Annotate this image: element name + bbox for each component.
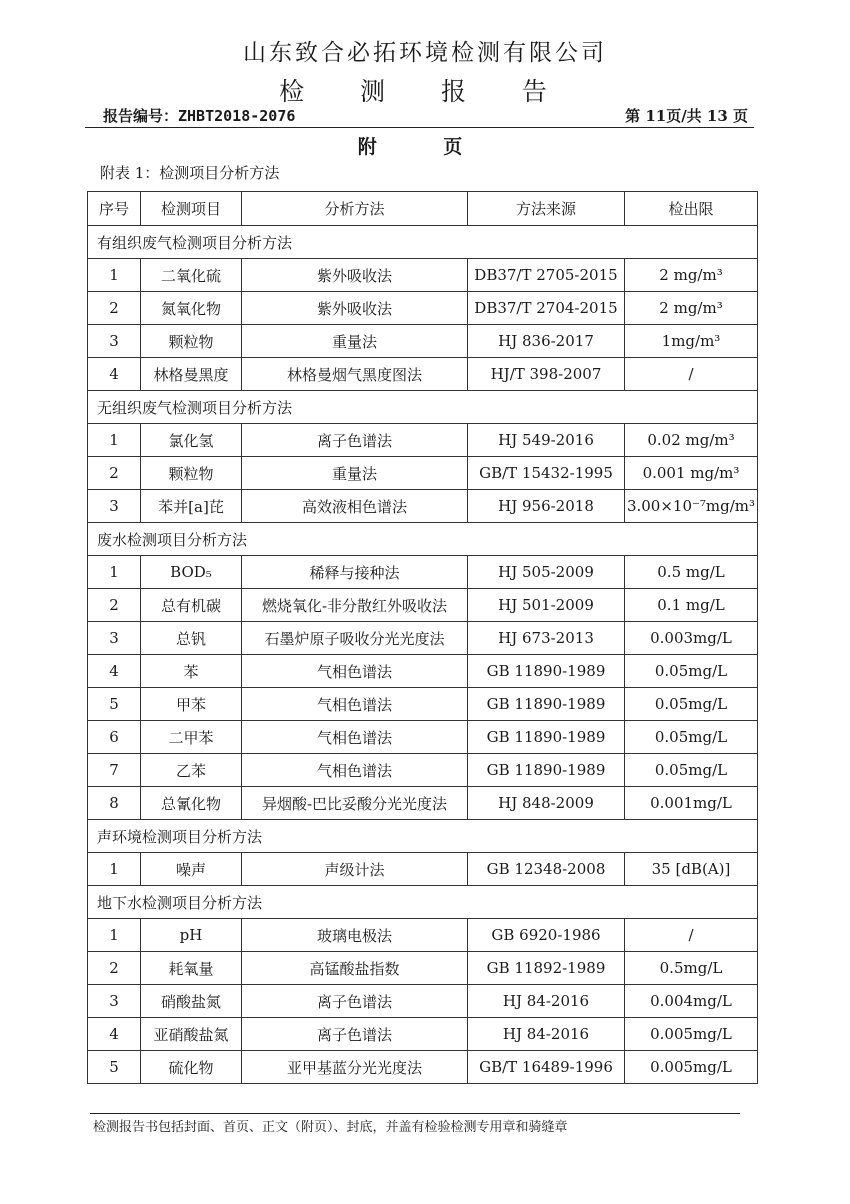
cell-source: GB 11890-1989 <box>468 655 625 688</box>
cell-method: 气相色谱法 <box>242 754 468 787</box>
cell-index: 3 <box>88 985 141 1018</box>
cell-method: 离子色谱法 <box>242 424 468 457</box>
cell-item: 耗氧量 <box>141 952 242 985</box>
table-row <box>88 1051 758 1084</box>
cell-source: HJ 501-2009 <box>468 589 625 622</box>
cell-index: 7 <box>88 754 141 787</box>
table-row <box>88 457 758 490</box>
table-row <box>88 754 758 787</box>
cell-index: 4 <box>88 358 141 391</box>
section-row <box>88 886 758 919</box>
cell-limit: 0.05mg/L <box>625 721 758 754</box>
cell-source: GB/T 16489-1996 <box>468 1051 625 1084</box>
cell-item: 林格曼黑度 <box>141 358 242 391</box>
appendix-title: 附 页 <box>357 136 493 158</box>
cell-limit: 0.05mg/L <box>625 655 758 688</box>
table-row <box>88 589 758 622</box>
table-row <box>88 556 758 589</box>
cell-limit: 0.02 mg/m³ <box>625 424 758 457</box>
table-row <box>88 688 758 721</box>
table-row <box>88 424 758 457</box>
cell-source: GB 11890-1989 <box>468 754 625 787</box>
table-header-row <box>88 192 758 226</box>
cell-item: 总钒 <box>141 622 242 655</box>
cell-item: 苯并[a]芘 <box>141 490 242 523</box>
cell-method: 气相色谱法 <box>242 688 468 721</box>
cell-source: GB 11890-1989 <box>468 721 625 754</box>
cell-index: 1 <box>88 853 141 886</box>
cell-item: pH <box>141 919 242 952</box>
cell-index: 2 <box>88 952 141 985</box>
cell-method: 燃烧氧化-非分散红外吸收法 <box>242 589 468 622</box>
cell-index: 5 <box>88 688 141 721</box>
cell-method: 气相色谱法 <box>242 655 468 688</box>
table-row <box>88 292 758 325</box>
section-row <box>88 523 758 556</box>
cell-source: DB37/T 2705-2015 <box>468 259 625 292</box>
cell-limit: 2 mg/m³ <box>625 292 758 325</box>
section-title: 废水检测项目分析方法 <box>88 523 758 556</box>
section-row <box>88 391 758 424</box>
cell-item: 硫化物 <box>141 1051 242 1084</box>
cell-method: 紫外吸收法 <box>242 259 468 292</box>
col-header-method: 分析方法 <box>242 192 468 226</box>
cell-method: 玻璃电极法 <box>242 919 468 952</box>
cell-index: 4 <box>88 1018 141 1051</box>
cell-index: 2 <box>88 457 141 490</box>
cell-item: 亚硝酸盐氮 <box>141 1018 242 1051</box>
table-row <box>88 952 758 985</box>
cell-item: 甲苯 <box>141 688 242 721</box>
cell-index: 3 <box>88 490 141 523</box>
methods-table <box>87 191 758 1084</box>
company-name: 山东致合必拓环境检测有限公司 <box>243 40 607 66</box>
cell-method: 气相色谱法 <box>242 721 468 754</box>
cell-index: 6 <box>88 721 141 754</box>
cell-source: GB 6920-1986 <box>468 919 625 952</box>
cell-source: HJ 549-2016 <box>468 424 625 457</box>
cell-item: 乙苯 <box>141 754 242 787</box>
cell-limit: 0.5mg/L <box>625 952 758 985</box>
cell-item: 颗粒物 <box>141 457 242 490</box>
cell-index: 4 <box>88 655 141 688</box>
table-row <box>88 490 758 523</box>
table-row <box>88 1018 758 1051</box>
cell-limit: 0.05mg/L <box>625 754 758 787</box>
cell-method: 高效液相色谱法 <box>242 490 468 523</box>
cell-item: 二氧化硫 <box>141 259 242 292</box>
cell-source: HJ 848-2009 <box>468 787 625 820</box>
cell-limit: 0.1 mg/L <box>625 589 758 622</box>
col-header-limit: 检出限 <box>625 192 758 226</box>
cell-source: HJ 836-2017 <box>468 325 625 358</box>
cell-item: 氮氧化物 <box>141 292 242 325</box>
header-divider <box>85 127 754 128</box>
col-header-source: 方法来源 <box>468 192 625 226</box>
cell-limit: 0.005mg/L <box>625 1051 758 1084</box>
cell-limit: 0.005mg/L <box>625 1018 758 1051</box>
cell-limit: / <box>625 919 758 952</box>
table-row <box>88 358 758 391</box>
cell-method: 离子色谱法 <box>242 985 468 1018</box>
col-header-index: 序号 <box>88 192 141 226</box>
cell-item: 噪声 <box>141 853 242 886</box>
cell-index: 3 <box>88 325 141 358</box>
cell-index: 1 <box>88 919 141 952</box>
table-row <box>88 622 758 655</box>
cell-source: HJ 505-2009 <box>468 556 625 589</box>
cell-source: GB 11890-1989 <box>468 688 625 721</box>
cell-limit: 0.003mg/L <box>625 622 758 655</box>
cell-index: 3 <box>88 622 141 655</box>
cell-method: 亚甲基蓝分光光度法 <box>242 1051 468 1084</box>
cell-source: GB 11892-1989 <box>468 952 625 985</box>
cell-index: 8 <box>88 787 141 820</box>
section-title: 声环境检测项目分析方法 <box>88 820 758 853</box>
cell-method: 高锰酸盐指数 <box>242 952 468 985</box>
section-title: 地下水检测项目分析方法 <box>88 886 758 919</box>
cell-source: HJ 673-2013 <box>468 622 625 655</box>
table-row <box>88 853 758 886</box>
cell-item: 氯化氢 <box>141 424 242 457</box>
cell-limit: 0.5 mg/L <box>625 556 758 589</box>
table-row <box>88 919 758 952</box>
table-caption: 附表 1：检测项目分析方法 <box>100 164 280 182</box>
cell-index: 1 <box>88 259 141 292</box>
cell-limit: 35 [dB(A)] <box>625 853 758 886</box>
cell-method: 紫外吸收法 <box>242 292 468 325</box>
cell-method: 离子色谱法 <box>242 1018 468 1051</box>
footer-divider <box>90 1113 740 1114</box>
cell-source: HJ 84-2016 <box>468 1018 625 1051</box>
cell-limit: 2 mg/m³ <box>625 259 758 292</box>
cell-source: HJ 956-2018 <box>468 490 625 523</box>
table-row <box>88 985 758 1018</box>
cell-method: 声级计法 <box>242 853 468 886</box>
cell-item: 硝酸盐氮 <box>141 985 242 1018</box>
cell-index: 2 <box>88 292 141 325</box>
cell-limit: 0.004mg/L <box>625 985 758 1018</box>
cell-source: HJ 84-2016 <box>468 985 625 1018</box>
section-row <box>88 226 758 259</box>
page-indicator: 第 11页/共 13 页 <box>625 107 748 125</box>
cell-item: 二甲苯 <box>141 721 242 754</box>
cell-source: GB/T 15432-1995 <box>468 457 625 490</box>
table-row <box>88 325 758 358</box>
cell-index: 2 <box>88 589 141 622</box>
cell-source: HJ/T 398-2007 <box>468 358 625 391</box>
cell-method: 重量法 <box>242 325 468 358</box>
table-row <box>88 655 758 688</box>
report-number: 报告编号：ZHBT2018-2076 <box>103 107 296 125</box>
cell-method: 石墨炉原子吸收分光光度法 <box>242 622 468 655</box>
cell-item: 苯 <box>141 655 242 688</box>
table-row <box>88 259 758 292</box>
cell-index: 1 <box>88 424 141 457</box>
cell-item: BOD₅ <box>141 556 242 589</box>
cell-index: 1 <box>88 556 141 589</box>
cell-method: 异烟酸-巴比妥酸分光光度法 <box>242 787 468 820</box>
cell-item: 总氰化物 <box>141 787 242 820</box>
cell-item: 颗粒物 <box>141 325 242 358</box>
cell-index: 5 <box>88 1051 141 1084</box>
document-title: 检 测 报 告 <box>279 77 571 106</box>
section-row <box>88 820 758 853</box>
cell-source: GB 12348-2008 <box>468 853 625 886</box>
table-row <box>88 787 758 820</box>
cell-limit: 0.05mg/L <box>625 688 758 721</box>
footer-note: 检测报告书包括封面、首页、正文（附页）、封底，并盖有检验检测专用章和骑缝章 <box>93 1120 568 1135</box>
section-title: 无组织废气检测项目分析方法 <box>88 391 758 424</box>
cell-method: 林格曼烟气黑度图法 <box>242 358 468 391</box>
cell-limit: 0.001mg/L <box>625 787 758 820</box>
cell-limit: 0.001 mg/m³ <box>625 457 758 490</box>
table-row <box>88 721 758 754</box>
cell-limit: 3.00×10⁻⁷mg/m³ <box>625 490 758 523</box>
cell-method: 重量法 <box>242 457 468 490</box>
cell-method: 稀释与接种法 <box>242 556 468 589</box>
cell-source: DB37/T 2704-2015 <box>468 292 625 325</box>
cell-limit: 1mg/m³ <box>625 325 758 358</box>
section-title: 有组织废气检测项目分析方法 <box>88 226 758 259</box>
cell-limit: / <box>625 358 758 391</box>
col-header-item: 检测项目 <box>141 192 242 226</box>
cell-item: 总有机碳 <box>141 589 242 622</box>
